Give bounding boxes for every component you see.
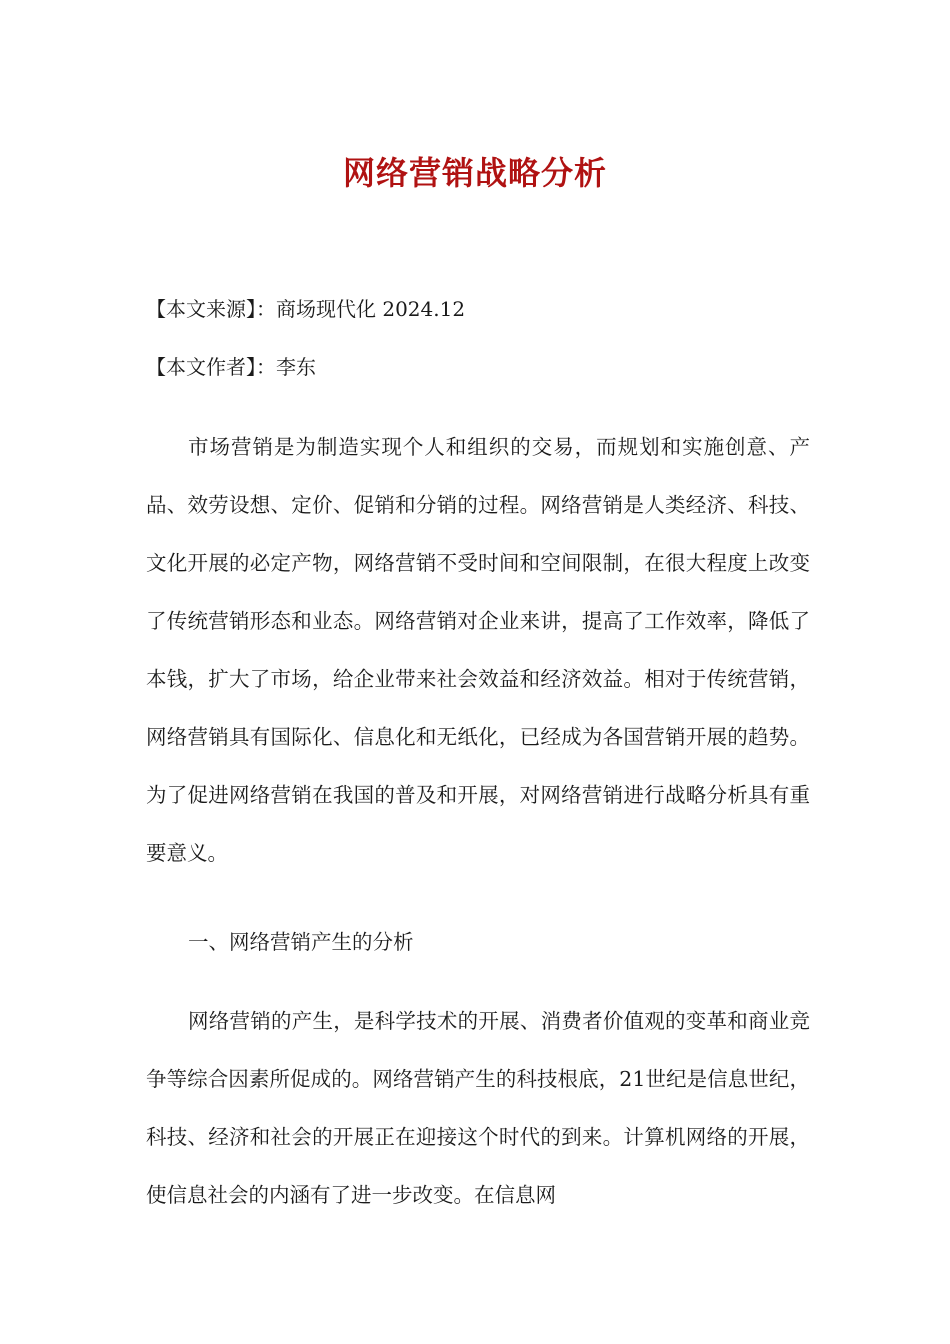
source-line [146,294,826,324]
source-value: 商场现代化 2024.12 [276,297,466,321]
author-label: 【本文作者】： [146,355,276,379]
source-label: 【本文来源】： [146,297,276,321]
intro-paragraph: 市场营销是为制造实现个人和组织的交易，而规划和实施创意、产品、效劳设想、定价、促销和分销的过程。网络营销是人类经济、科技、文化开展的必定产物，网络营销不受时间和空间限制，在很大程度上改变了传统营销形态和业态。网络营销对企业来讲，提高了工作效率，降低了本钱，扩大了市场，给企业带来社会效益和经济效益。相对于传统营销，网络营销具有国际化、信息化和无纸化，已经成为各国营销开展的趋势。为了促进网络营销在我国的普及和开展，对网络营销进行战略分析具有重要意义。 [146,435,810,865]
document-title: 网络营销战略分析 [342,154,607,193]
author-line [146,352,826,382]
section-heading: 一、网络营销产生的分析 [188,930,414,954]
author-value: 李东 [276,355,316,379]
section-paragraph: 网络营销的产生，是科学技术的开展、消费者价值观的变革和商业竞争等综合因素所促成的。网络营销产生的科技根底，21世纪是信息世纪，科技、经济和社会的开展正在迎接这个时代的到来。计算机网络的开展，使信息社会的内涵有了进一步改变。在信息网 [146,1009,810,1207]
